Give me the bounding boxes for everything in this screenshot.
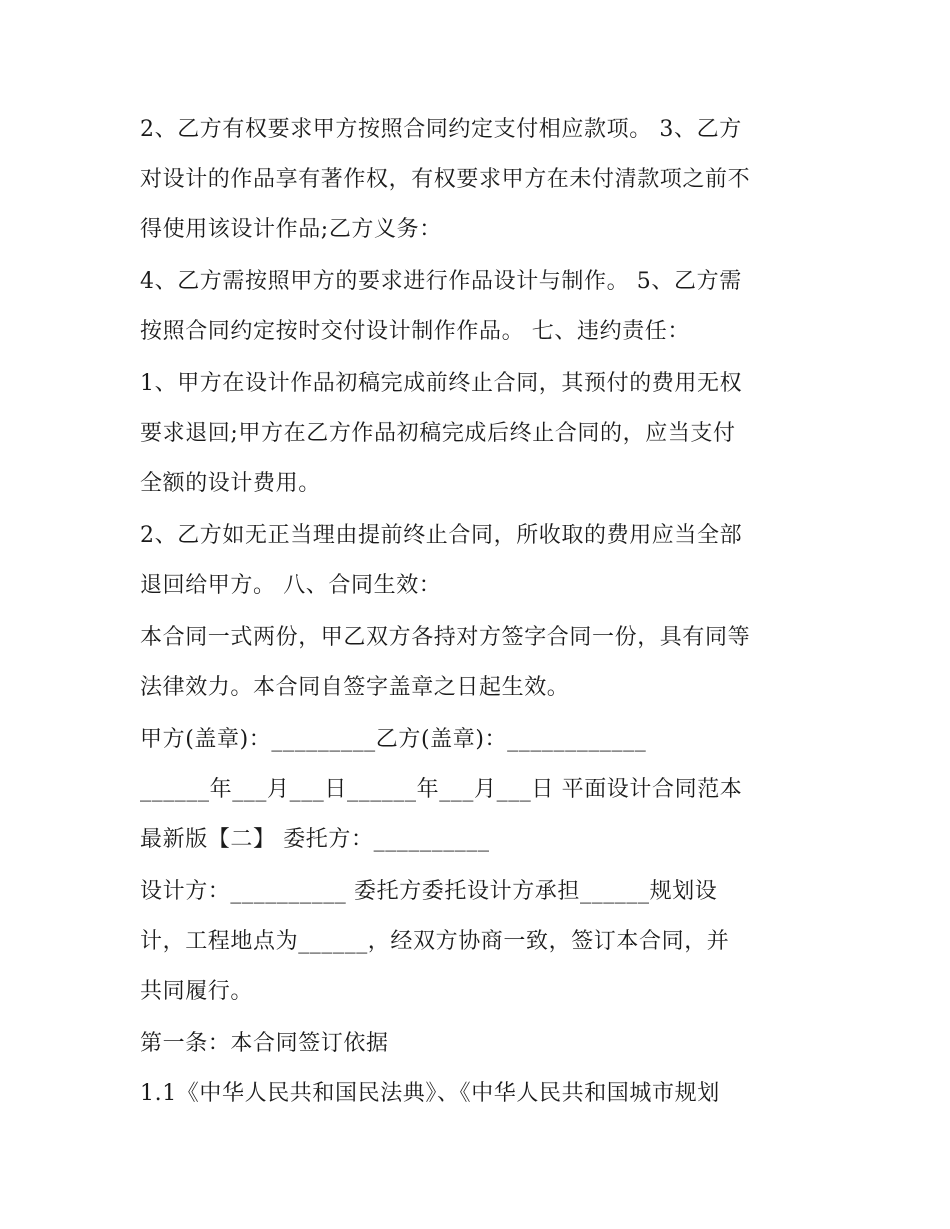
signature-line: 甲方(盖章)：_________乙方(盖章)：____________ [140,727,647,752]
text-line: 退回给甲方。 八、合同生效： [140,573,442,598]
text-line: 2、乙方如无正当理由提前终止合同，所收取的费用应当全部 [140,523,743,548]
text-line: 2、乙方有权要求甲方按照合同约定支付相应款项。 3、乙方 [140,117,742,142]
section-heading: 第一条：本合同签订依据 [140,1031,389,1056]
text-line: 对设计的作品享有著作权，有权要求甲方在未付清款项之前不 [140,167,751,192]
text-line: 1、甲方在设计作品初稿完成前终止合同，其预付的费用无权 [140,371,743,396]
text-line: 法律效力。本合同自签字盖章之日起生效。 [140,675,570,700]
text-line: 1.1《中华人民共和国民法典》、《中华人民共和国城市规划 [140,1081,720,1106]
date-line: ______年___月___日______年___月___日 平面设计合同范本 [140,777,743,802]
text-line: 最新版【二】 委托方：__________ [140,827,490,852]
text-line: 全额的设计费用。 [140,471,321,496]
text-line: 要求退回;甲方在乙方作品初稿完成后终止合同的，应当支付 [140,421,736,446]
text-line: 4、乙方需按照甲方的要求进行作品设计与制作。 5、乙方需 [140,269,742,294]
text-line: 按照合同约定按时交付设计制作作品。 七、违约责任： [140,319,690,344]
text-line: 设计方：__________ 委托方委托设计方承担______规划设 [140,879,718,904]
text-line: 共同履行。 [140,979,254,1004]
text-line: 本合同一式两份，甲乙双方各持对方签字合同一份，具有同等 [140,625,751,650]
text-line: 得使用该设计作品;乙方义务： [140,217,442,242]
text-line: 计，工程地点为______，经双方协商一致，签订本合同，并 [140,929,730,954]
